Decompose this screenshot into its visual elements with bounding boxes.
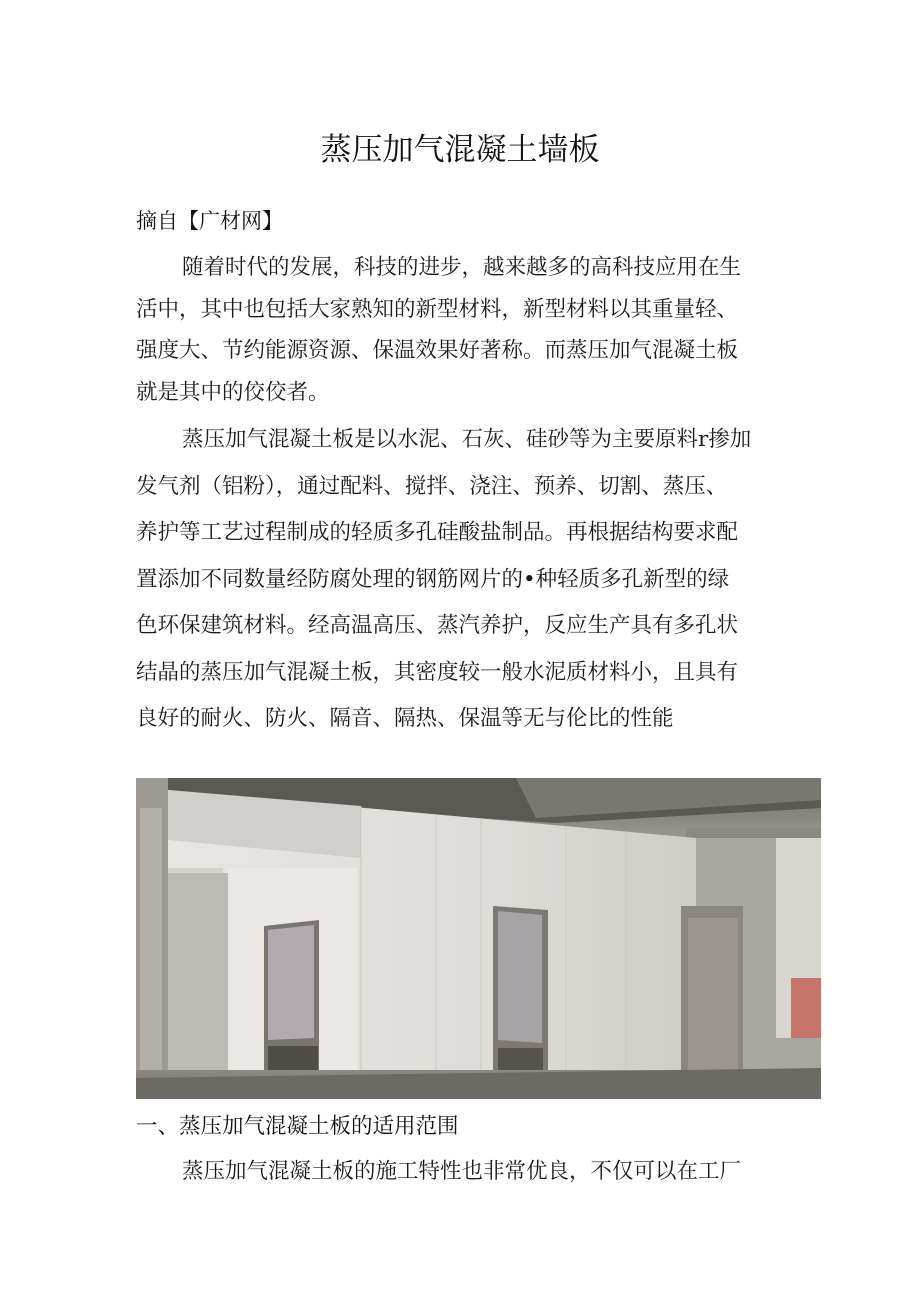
paragraph-intro	[136, 247, 786, 413]
paragraph-line: 蒸压加气混凝土板是以水泥、石灰、硅砂等为主要原料r掺加	[182, 427, 752, 452]
paragraph-line: 结晶的蒸压加气混凝土板，其密度较一般水泥质材料小，且具有	[136, 659, 739, 685]
paragraph-definition	[136, 417, 786, 743]
paragraph-line: 蒸压加气混凝土板的施工特性也非常优良，不仅可以在工厂	[182, 1159, 742, 1184]
paragraph-line: 活中，其中也包括大家熟知的新型材料，新型材料以其重量轻、	[136, 296, 739, 322]
wall-panel-photo	[136, 778, 821, 1099]
paragraph-line: 就是其中的佼佼者。	[136, 379, 330, 405]
paragraph-line: 发气剂（铝粉），通过配料、搅拌、浇注、预养、切割、蒸压、	[136, 473, 728, 499]
paragraph-line: 色环保建筑材料。经高温高压、蒸汽养护，反应生产具有多孔状	[136, 613, 739, 638]
page-title: 蒸压加气混凝土墙板	[320, 132, 600, 168]
source-line: 摘自【广材网】	[136, 209, 283, 233]
paragraph-line: 置添加不同数量经防腐处理的钢筋网片的•种轻质多孔新型的绿	[136, 566, 730, 592]
section-heading: 一、蒸压加气混凝土板的适用范围	[136, 1114, 459, 1139]
paragraph-applicability	[136, 1152, 786, 1192]
paragraph-line: 强度大、节约能源资源、保温效果好著称。而蒸压加气混凝土板	[136, 338, 739, 363]
paragraph-line: 随着时代的发展，科技的进步，越来越多的高科技应用在生	[182, 255, 742, 280]
paragraph-line: 养护等工艺过程制成的轻质多孔硅酸盐制品。再根据结构要求配	[136, 520, 739, 545]
paragraph-line: 良好的耐火、防火、隔音、隔热、保温等无与伦比的性能	[136, 706, 674, 731]
